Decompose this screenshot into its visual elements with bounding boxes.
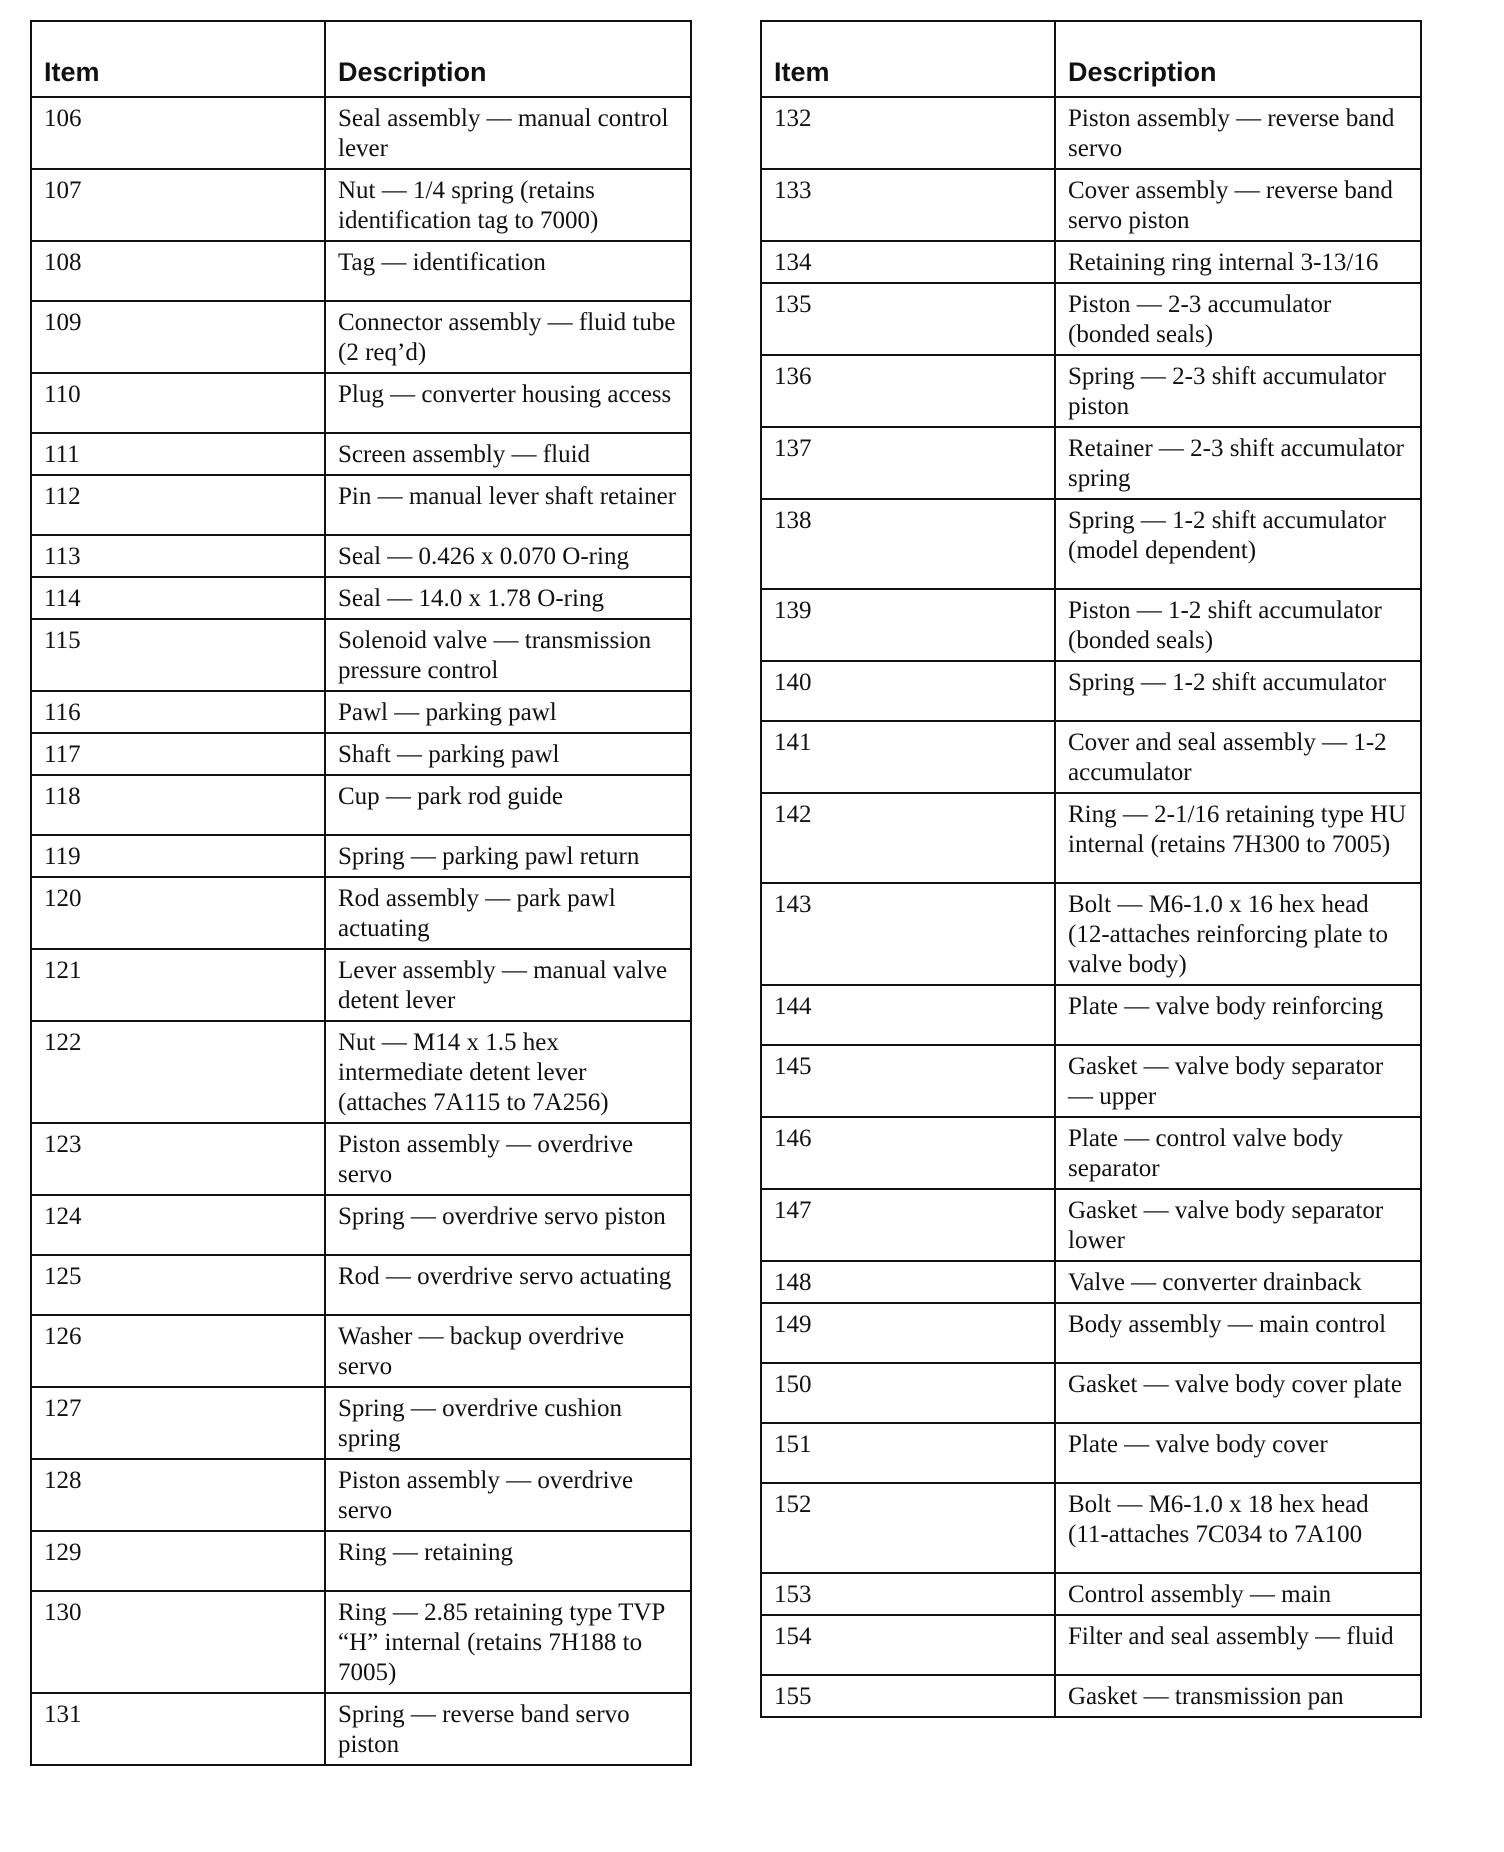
- item-description: Body assembly — main control: [1055, 1303, 1421, 1363]
- item-description: Spring — parking pawl return: [325, 835, 691, 877]
- item-number: 122: [31, 1021, 325, 1123]
- item-number: 128: [31, 1459, 325, 1531]
- item-number: 148: [761, 1261, 1055, 1303]
- item-description: Bolt — M6-1.0 x 16 hex head (12-attaches reinforcing plate to valve body): [1055, 883, 1421, 985]
- item-number: 126: [31, 1315, 325, 1387]
- item-description: Pawl — parking pawl: [325, 691, 691, 733]
- description-header: Description: [325, 21, 691, 97]
- item-number: 131: [31, 1693, 325, 1765]
- table-row: [761, 793, 1421, 883]
- item-number: 110: [31, 373, 325, 433]
- item-description: Retaining ring internal 3-13/16: [1055, 241, 1421, 283]
- header-row: [31, 21, 691, 97]
- item-description: Ring — retaining: [325, 1531, 691, 1591]
- item-number: 106: [31, 97, 325, 169]
- item-number: 123: [31, 1123, 325, 1195]
- table-row: [761, 721, 1421, 793]
- parts-table-left: [30, 20, 692, 1766]
- item-number: 115: [31, 619, 325, 691]
- table-row: [761, 97, 1421, 169]
- item-number: 152: [761, 1483, 1055, 1573]
- item-description: Plug — converter housing access: [325, 373, 691, 433]
- table-row: [31, 1459, 691, 1531]
- item-number: 111: [31, 433, 325, 475]
- item-description: Rod — overdrive servo actuating: [325, 1255, 691, 1315]
- table-row: [31, 619, 691, 691]
- item-number: 140: [761, 661, 1055, 721]
- item-number: 127: [31, 1387, 325, 1459]
- item-description: Gasket — transmission pan: [1055, 1675, 1421, 1717]
- table-row: [31, 691, 691, 733]
- table-row: [31, 241, 691, 301]
- table-row: [31, 1315, 691, 1387]
- item-number: 141: [761, 721, 1055, 793]
- table-row: [31, 577, 691, 619]
- item-description: Cover assembly — reverse band servo piston: [1055, 169, 1421, 241]
- description-header: Description: [1055, 21, 1421, 97]
- item-description: Seal assembly — manual control lever: [325, 97, 691, 169]
- item-description: Plate — valve body cover: [1055, 1423, 1421, 1483]
- item-description: Nut — 1/4 spring (retains identification tag to 7000): [325, 169, 691, 241]
- item-description: Spring — overdrive cushion spring: [325, 1387, 691, 1459]
- item-description: Plate — valve body reinforcing: [1055, 985, 1421, 1045]
- item-number: 145: [761, 1045, 1055, 1117]
- item-description: Cover and seal assembly — 1-2 accumulator: [1055, 721, 1421, 793]
- table-row: [31, 1021, 691, 1123]
- item-number: 132: [761, 97, 1055, 169]
- item-description: Pin — manual lever shaft retainer: [325, 475, 691, 535]
- item-description: Seal — 0.426 x 0.070 O-ring: [325, 535, 691, 577]
- item-description: Filter and seal assembly — fluid: [1055, 1615, 1421, 1675]
- item-description: Spring — 2-3 shift accumulator piston: [1055, 355, 1421, 427]
- item-description: Gasket — valve body cover plate: [1055, 1363, 1421, 1423]
- item-description: Shaft — parking pawl: [325, 733, 691, 775]
- table-row: [761, 661, 1421, 721]
- item-number: 133: [761, 169, 1055, 241]
- item-description: Piston assembly — overdrive servo: [325, 1123, 691, 1195]
- table-row: [761, 1261, 1421, 1303]
- table-row: [761, 283, 1421, 355]
- table-row: [761, 1675, 1421, 1717]
- item-description: Piston assembly — reverse band servo: [1055, 97, 1421, 169]
- item-number: 134: [761, 241, 1055, 283]
- item-description: Tag — identification: [325, 241, 691, 301]
- table-row: [31, 1123, 691, 1195]
- item-number: 153: [761, 1573, 1055, 1615]
- item-description: Connector assembly — fluid tube (2 req’d): [325, 301, 691, 373]
- item-number: 129: [31, 1531, 325, 1591]
- table-row: [761, 1423, 1421, 1483]
- item-description: Spring — 1-2 shift accumulator: [1055, 661, 1421, 721]
- item-number: 146: [761, 1117, 1055, 1189]
- table-row: [31, 373, 691, 433]
- item-description: Seal — 14.0 x 1.78 O-ring: [325, 577, 691, 619]
- item-description: Piston — 2-3 accumulator (bonded seals): [1055, 283, 1421, 355]
- item-description: Valve — converter drainback: [1055, 1261, 1421, 1303]
- item-number: 150: [761, 1363, 1055, 1423]
- item-description: Nut — M14 x 1.5 hex intermediate detent lever (attaches 7A115 to 7A256): [325, 1021, 691, 1123]
- table-row: [31, 433, 691, 475]
- table-row: [761, 589, 1421, 661]
- table-row: [761, 1615, 1421, 1675]
- item-description: Cup — park rod guide: [325, 775, 691, 835]
- table-row: [31, 301, 691, 373]
- table-row: [31, 535, 691, 577]
- item-number: 151: [761, 1423, 1055, 1483]
- item-description: Retainer — 2-3 shift accumulator spring: [1055, 427, 1421, 499]
- item-number: 120: [31, 877, 325, 949]
- table-row: [31, 1195, 691, 1255]
- table-row: [31, 97, 691, 169]
- table-row: [761, 1045, 1421, 1117]
- item-number: 114: [31, 577, 325, 619]
- item-number: 124: [31, 1195, 325, 1255]
- table-row: [761, 1303, 1421, 1363]
- table-row: [761, 241, 1421, 283]
- item-description: Plate — control valve body separator: [1055, 1117, 1421, 1189]
- item-description: Ring — 2-1/16 retaining type HU internal (retains 7H300 to 7005): [1055, 793, 1421, 883]
- header-row: [761, 21, 1421, 97]
- item-number: 139: [761, 589, 1055, 661]
- table-row: [31, 1255, 691, 1315]
- item-description: Screen assembly — fluid: [325, 433, 691, 475]
- item-description: Rod assembly — park pawl actuating: [325, 877, 691, 949]
- table-row: [761, 499, 1421, 589]
- table-row: [31, 877, 691, 949]
- table-row: [31, 169, 691, 241]
- item-number: 136: [761, 355, 1055, 427]
- table-row: [761, 883, 1421, 985]
- item-number: 147: [761, 1189, 1055, 1261]
- item-number: 119: [31, 835, 325, 877]
- table-row: [761, 1483, 1421, 1573]
- item-description: Solenoid valve — transmission pressure control: [325, 619, 691, 691]
- item-description: Gasket — valve body separator lower: [1055, 1189, 1421, 1261]
- item-number: 154: [761, 1615, 1055, 1675]
- item-description: Lever assembly — manual valve detent lever: [325, 949, 691, 1021]
- item-number: 142: [761, 793, 1055, 883]
- item-number: 113: [31, 535, 325, 577]
- item-number: 112: [31, 475, 325, 535]
- item-description: Piston assembly — overdrive servo: [325, 1459, 691, 1531]
- item-number: 109: [31, 301, 325, 373]
- item-description: Piston — 1-2 shift accumulator (bonded seals): [1055, 589, 1421, 661]
- table-row: [31, 1531, 691, 1591]
- parts-table-right: [760, 20, 1422, 1718]
- table-row: [761, 1573, 1421, 1615]
- item-number: 143: [761, 883, 1055, 985]
- item-description: Bolt — M6-1.0 x 18 hex head (11-attaches 7C034 to 7A100: [1055, 1483, 1421, 1573]
- table-row: [31, 1387, 691, 1459]
- item-number: 137: [761, 427, 1055, 499]
- item-description: Ring — 2.85 retaining type TVP “H” internal (retains 7H188 to 7005): [325, 1591, 691, 1693]
- item-number: 117: [31, 733, 325, 775]
- table-row: [31, 733, 691, 775]
- table-row: [761, 985, 1421, 1045]
- item-description: Spring — reverse band servo piston: [325, 1693, 691, 1765]
- table-row: [31, 1591, 691, 1693]
- table-row: [761, 1117, 1421, 1189]
- item-number: 144: [761, 985, 1055, 1045]
- item-number: 138: [761, 499, 1055, 589]
- table-row: [761, 1363, 1421, 1423]
- item-number: 116: [31, 691, 325, 733]
- table-row: [31, 949, 691, 1021]
- item-number: 108: [31, 241, 325, 301]
- item-header: Item: [31, 21, 325, 97]
- item-number: 121: [31, 949, 325, 1021]
- table-row: [761, 355, 1421, 427]
- item-description: Gasket — valve body separator — upper: [1055, 1045, 1421, 1117]
- table-row: [31, 475, 691, 535]
- item-description: Spring — overdrive servo piston: [325, 1195, 691, 1255]
- table-row: [761, 1189, 1421, 1261]
- item-description: Spring — 1-2 shift accumulator (model dependent): [1055, 499, 1421, 589]
- table-row: [761, 169, 1421, 241]
- item-number: 130: [31, 1591, 325, 1693]
- item-description: Washer — backup overdrive servo: [325, 1315, 691, 1387]
- item-header: Item: [761, 21, 1055, 97]
- table-row: [761, 427, 1421, 499]
- item-number: 155: [761, 1675, 1055, 1717]
- item-number: 107: [31, 169, 325, 241]
- table-row: [31, 835, 691, 877]
- item-number: 135: [761, 283, 1055, 355]
- item-number: 118: [31, 775, 325, 835]
- item-description: Control assembly — main: [1055, 1573, 1421, 1615]
- table-row: [31, 775, 691, 835]
- item-number: 149: [761, 1303, 1055, 1363]
- table-row: [31, 1693, 691, 1765]
- item-number: 125: [31, 1255, 325, 1315]
